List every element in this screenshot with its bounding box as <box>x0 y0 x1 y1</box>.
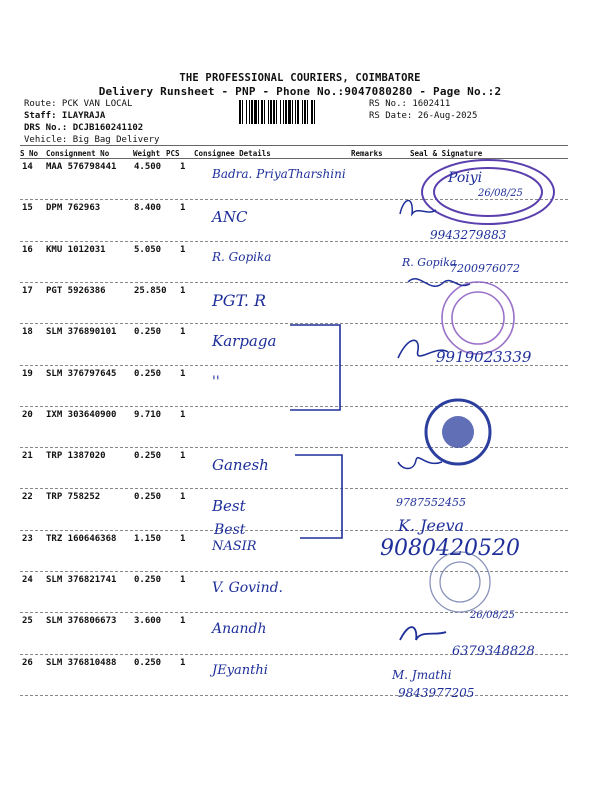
bracket-mark <box>290 325 340 410</box>
cell-pcs: 1 <box>180 657 186 668</box>
cell-weight: 0.250 <box>134 368 162 379</box>
cell-pcs: 1 <box>180 327 186 338</box>
signature-text: K. Jeeva <box>398 516 465 535</box>
signature-text: 9943279883 <box>430 228 507 242</box>
seal-stamp <box>426 400 490 464</box>
cell-pcs: 1 <box>180 244 186 255</box>
drs-label: DRS No.: DCJB160241102 <box>24 123 144 133</box>
cell-sno: 14 <box>22 162 33 172</box>
cell-pcs: 1 <box>180 285 186 296</box>
staff-label: Staff: ILAYRAJA <box>24 111 106 121</box>
signature-text: 9787552455 <box>396 496 466 509</box>
cell-consignment: TRP 758252 <box>46 492 101 503</box>
cell-pcs: 1 <box>180 203 186 214</box>
cell-weight: 1.150 <box>134 533 162 544</box>
signature-text: Poiyi <box>448 170 483 186</box>
rs-number: RS No.: 1602411 <box>369 99 451 109</box>
seal-stamp <box>442 282 514 354</box>
cell-weight: 5.050 <box>134 244 162 255</box>
signature-text: 9919023339 <box>436 348 532 366</box>
cell-weight: 4.500 <box>134 162 162 172</box>
signature-text: 26/08/25 <box>478 188 523 199</box>
seal-stamp <box>430 552 490 612</box>
cell-consignee-handwritten: Badra. PriyaTharshini <box>212 167 346 181</box>
cell-consignee-handwritten: '' <box>212 373 220 390</box>
col-weight: Weight <box>133 149 161 158</box>
cell-sno: 15 <box>22 203 33 214</box>
cell-consignment: SLM 376890101 <box>46 327 117 338</box>
rs-date: RS Date: 26-Aug-2025 <box>369 111 478 121</box>
cell-weight: 8.400 <box>134 203 162 214</box>
cell-consignee-handwritten: Best <box>212 497 246 516</box>
signature-scribble <box>400 627 446 640</box>
cell-consignment: SLM 376810488 <box>46 657 117 668</box>
cell-consignment: KMU 1012031 <box>46 244 106 255</box>
cell-consignment: TRP 1387020 <box>46 451 106 462</box>
col-consignment: Consignment No <box>46 149 110 158</box>
bracket-mark <box>295 455 342 538</box>
cell-consignee-handwritten: Ganesh <box>212 456 269 475</box>
cell-weight: 0.250 <box>134 327 162 338</box>
cell-sno: 24 <box>22 575 33 585</box>
cell-weight: 9.710 <box>134 409 162 420</box>
cell-consignment: SLM 376821741 <box>46 575 117 585</box>
cell-sno: 18 <box>22 327 33 338</box>
col-seal: Seal & Signature <box>410 149 483 158</box>
company-title: THE PROFESSIONAL COURIERS, COIMBATORE <box>179 72 421 84</box>
cell-sno: 22 <box>22 492 33 503</box>
cell-pcs: 1 <box>180 162 186 172</box>
signature-text: 26/08/25 <box>470 610 515 621</box>
cell-weight: 3.600 <box>134 616 162 627</box>
cell-consignment: TRZ 160646368 <box>46 533 117 544</box>
signature-text: R. Gopika <box>402 256 457 269</box>
cell-weight: 0.250 <box>134 657 162 668</box>
cell-consignment: SLM 376806673 <box>46 616 117 627</box>
cell-pcs: 1 <box>180 616 186 627</box>
cell-sno: 26 <box>22 657 33 668</box>
consignee-extra: Best <box>214 522 246 538</box>
cell-pcs: 1 <box>180 368 186 379</box>
cell-consignment: PGT 5926386 <box>46 285 106 296</box>
signature-text: 9843977205 <box>398 686 475 700</box>
cell-consignee-handwritten: Anandh <box>212 621 267 638</box>
cell-sno: 16 <box>22 244 33 255</box>
cell-sno: 21 <box>22 451 33 462</box>
cell-consignee-handwritten: V. Govind. <box>212 580 283 596</box>
cell-weight: 0.250 <box>134 451 162 462</box>
route-label: Route: PCK VAN LOCAL <box>24 99 133 109</box>
signature-text: M. Jmathi <box>392 668 452 682</box>
runsheet-subtitle: Delivery Runsheet - PNP - Phone No.:9047080280 - Page No.:2 <box>98 85 502 98</box>
col-sno: S No <box>20 149 39 158</box>
cell-weight: 0.250 <box>134 492 162 503</box>
signature-scribble <box>408 279 470 287</box>
cell-sno: 20 <box>22 409 33 420</box>
col-pcs: PCS <box>166 149 180 158</box>
cell-pcs: 1 <box>180 575 186 585</box>
signature-text: 6379348828 <box>452 644 535 659</box>
signature-text: 7200976072 <box>450 262 520 275</box>
col-remarks: Remarks <box>351 149 383 158</box>
cell-consignee-handwritten: ANC <box>212 208 248 227</box>
signature-text: 9080420520 <box>380 536 520 561</box>
cell-consignment: DPM 762963 <box>46 203 101 214</box>
cell-sno: 17 <box>22 285 33 296</box>
cell-consignee-handwritten: PGT. R <box>212 290 267 310</box>
cell-pcs: 1 <box>180 492 186 503</box>
cell-consignee-handwritten: R. Gopika <box>212 249 272 264</box>
cell-consignee-handwritten: NASIR <box>212 538 257 554</box>
cell-consignment: MAA 576798441 <box>46 162 117 172</box>
cell-weight: 25.850 <box>134 285 167 296</box>
cell-weight: 0.250 <box>134 575 162 585</box>
cell-sno: 23 <box>22 533 33 544</box>
cell-sno: 25 <box>22 616 33 627</box>
col-consignee: Consignee Details <box>194 149 271 158</box>
cell-sno: 19 <box>22 368 33 379</box>
cell-consignee-handwritten: JEyanthi <box>212 662 268 678</box>
cell-consignment: SLM 376797645 <box>46 368 117 379</box>
cell-pcs: 1 <box>180 451 186 462</box>
cell-pcs: 1 <box>180 409 186 420</box>
cell-pcs: 1 <box>180 533 186 544</box>
signature-scribble <box>398 458 442 469</box>
cell-consignment: IXM 303640900 <box>46 409 117 420</box>
vehicle-label: Vehicle: Big Bag Delivery <box>24 135 160 145</box>
cell-consignee-handwritten: Karpaga <box>212 332 277 351</box>
